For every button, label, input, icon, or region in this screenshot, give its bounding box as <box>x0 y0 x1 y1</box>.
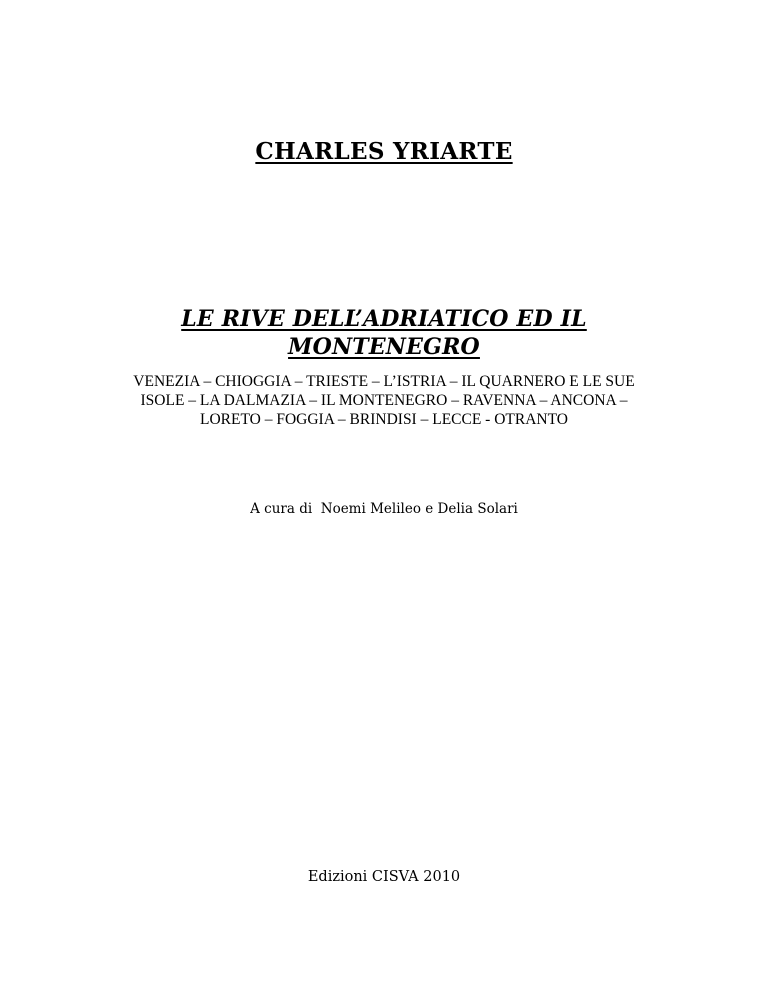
subtitle-line-2: ISOLE – LA DALMAZIA – IL MONTENEGRO – RAVENNA – ANCONA – <box>140 392 628 409</box>
book-subtitle <box>64 372 704 429</box>
publisher-imprint: Edizioni CISVA 2010 <box>307 869 461 885</box>
book-title <box>84 305 684 361</box>
subtitle-line-1: VENEZIA – CHIOGGIA – TRIESTE – L’ISTRIA – IL QUARNERO E LE SUE <box>133 373 635 390</box>
subtitle-line-3: LORETO – FOGGIA – BRINDISI – LECCE - OTRANTO <box>200 411 568 428</box>
author-name: CHARLES YRIARTE <box>255 138 513 165</box>
editors-credit: A cura di Noemi Melileo e Delia Solari <box>250 501 518 517</box>
book-title-line-1: LE RIVE DELL’ADRIATICO ED IL <box>181 306 587 332</box>
book-title-line-2: MONTENEGRO <box>288 334 480 360</box>
